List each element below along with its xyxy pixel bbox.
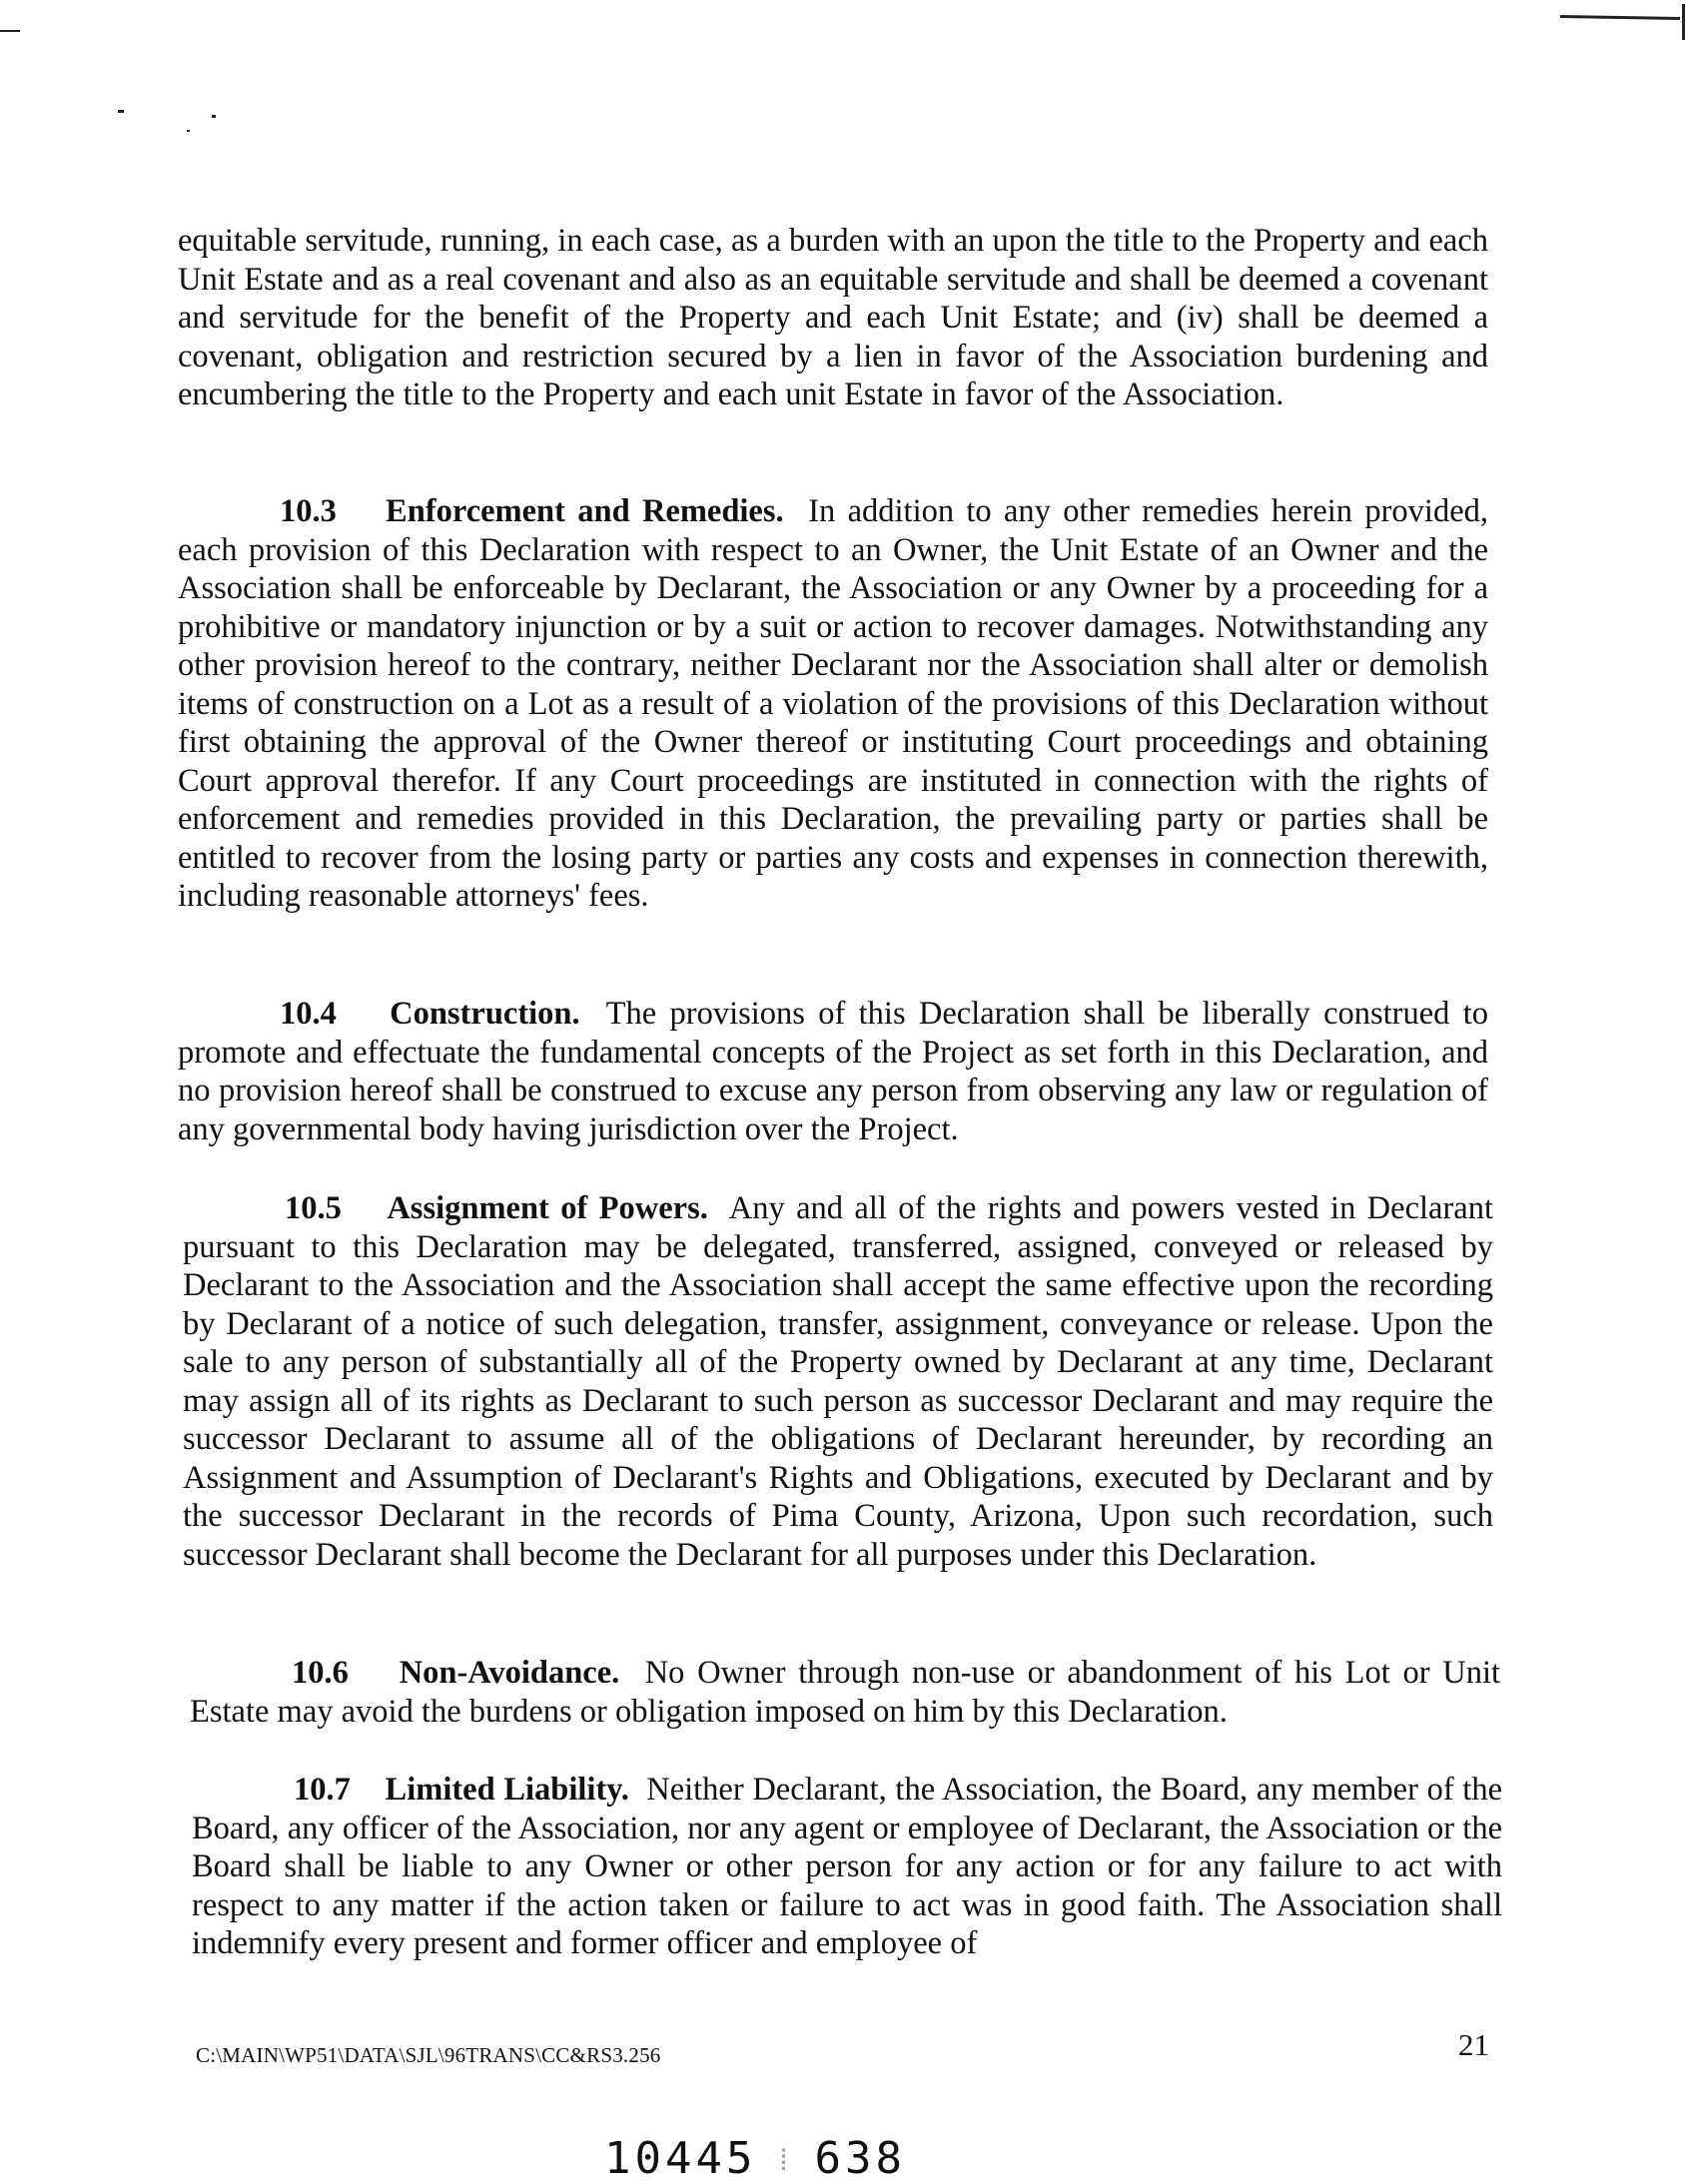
section-heading: Assignment of Powers. xyxy=(387,1190,708,1226)
scan-edge-mark xyxy=(0,30,20,32)
section-heading: Limited Liability. xyxy=(385,1772,629,1808)
section-heading: Enforcement and Remedies. xyxy=(386,493,784,529)
section-number: 10.5 xyxy=(285,1190,342,1226)
section-text: In addition to any other remedies herein provided, each provision of this Declaration with respect to an Owner, the Unit Estate of an Owner and the Association shall be enforceable by Declarant, the Association or any Owner by a proceeding for a prohibitive or mandatory injunction or by a suit or action to recover damages. Notwithstanding any other provision hereof to the contrary, neither Declarant nor the Association shall alter or demolish items of construction on a Lot as a result of a violation of the provisions of this Declaration without first obtaining the approval of the Owner thereof or instituting Court proceedings and obtaining Court approval therefor. If any Court proceedings are instituted in connection with the rights of enforcement and remedies provided in this Declaration, the prevailing party or parties shall be entitled to recover from the losing party or parties any costs and expenses in connection therewith, including reasonable attorneys' fees. xyxy=(178,493,1489,914)
footer-file-path: C:\MAIN\WP51\DATA\SJL\96TRANS\CC&RS3.256 xyxy=(196,2043,661,2067)
section-text: The provisions of this Declaration shall be liberally construed to promote and effectuate the fundamental concepts of the Project as set forth in this Declaration, and no provision hereof shall be construed to excuse any person from observing any law or regulation of any governmental body having jurisdiction over the Project. xyxy=(178,996,1489,1147)
recording-book: 10445 xyxy=(604,2133,757,2184)
section-text: No Owner through non-use or abandonment of his Lot or Unit Estate may avoid the burdens or obligation imposed on him by this Declaration. xyxy=(190,1655,1500,1730)
section-10-3 xyxy=(178,492,1488,916)
section-text: Neither Declarant, the Association, the Board, any member of the Board, any officer of the Association, nor any agent or employee of Declarant, the Association or the Board shall be liable to any Owner or other person for any action or for any failure to act with respect to any matter if the action taken or failure to act was in good faith. The Association shall indemnify every present and former officer and employee of xyxy=(192,1772,1503,1961)
scan-speck xyxy=(118,110,124,113)
recording-page: 638 xyxy=(814,2133,906,2184)
section-heading: Construction. xyxy=(390,996,580,1032)
section-number: 10.7 xyxy=(294,1772,351,1808)
page-number: 21 xyxy=(1458,2027,1489,2062)
section-10-7 xyxy=(192,1771,1502,1963)
section-heading: Non-Avoidance. xyxy=(399,1655,620,1691)
stamp-separator: ⁞ xyxy=(774,2142,797,2178)
section-number: 10.6 xyxy=(292,1655,349,1691)
section-10-5 xyxy=(183,1189,1493,1574)
recording-stamp xyxy=(604,2133,906,2184)
section-10-4 xyxy=(178,995,1488,1148)
scan-speck xyxy=(212,115,216,118)
scan-corner-mark xyxy=(1560,15,1680,20)
section-number: 10.4 xyxy=(280,996,337,1032)
section-text: Any and all of the rights and powers vested in Declarant pursuant to this Declaration may be delegated, transferred, assigned, conveyed or released by Declarant to the Association and the Association shall accept the same effective upon the recording by Declarant of a notice of such delegation, transfer, assignment, conveyance or release. Upon the sale to any person of substantially all of the Property owned by Declarant at any time, Declarant may assign all of its rights as Declarant to such person as successor Declarant and may require the successor Declarant to assume all of the obligations of Declarant hereunder, by recording an Assignment and Assumption of Declarant's Rights and Obligations, executed by Declarant and by the successor Declarant in the records of Pima County, Arizona, Upon such recordation, such successor Declarant shall become the Declarant for all purposes under this Declaration. xyxy=(183,1190,1493,1573)
scan-speck xyxy=(187,130,190,132)
opening-paragraph: equitable servitude, running, in each case, as a burden with an upon the title to the Property and each Unit Estate and as a real covenant and also as an equitable servitude and shall be deemed a covenant and servitude for the benefit of the Property and each Unit Estate; and (iv) shall be deemed a covenant, obligation and restriction secured by a lien in favor of the Association burdening and encumbering the title to the Property and each unit Estate in favor of the Association. xyxy=(178,223,1488,412)
document-body xyxy=(178,222,1488,414)
scan-corner-tick xyxy=(1682,4,1685,40)
section-number: 10.3 xyxy=(280,493,337,529)
section-10-6 xyxy=(190,1654,1500,1731)
